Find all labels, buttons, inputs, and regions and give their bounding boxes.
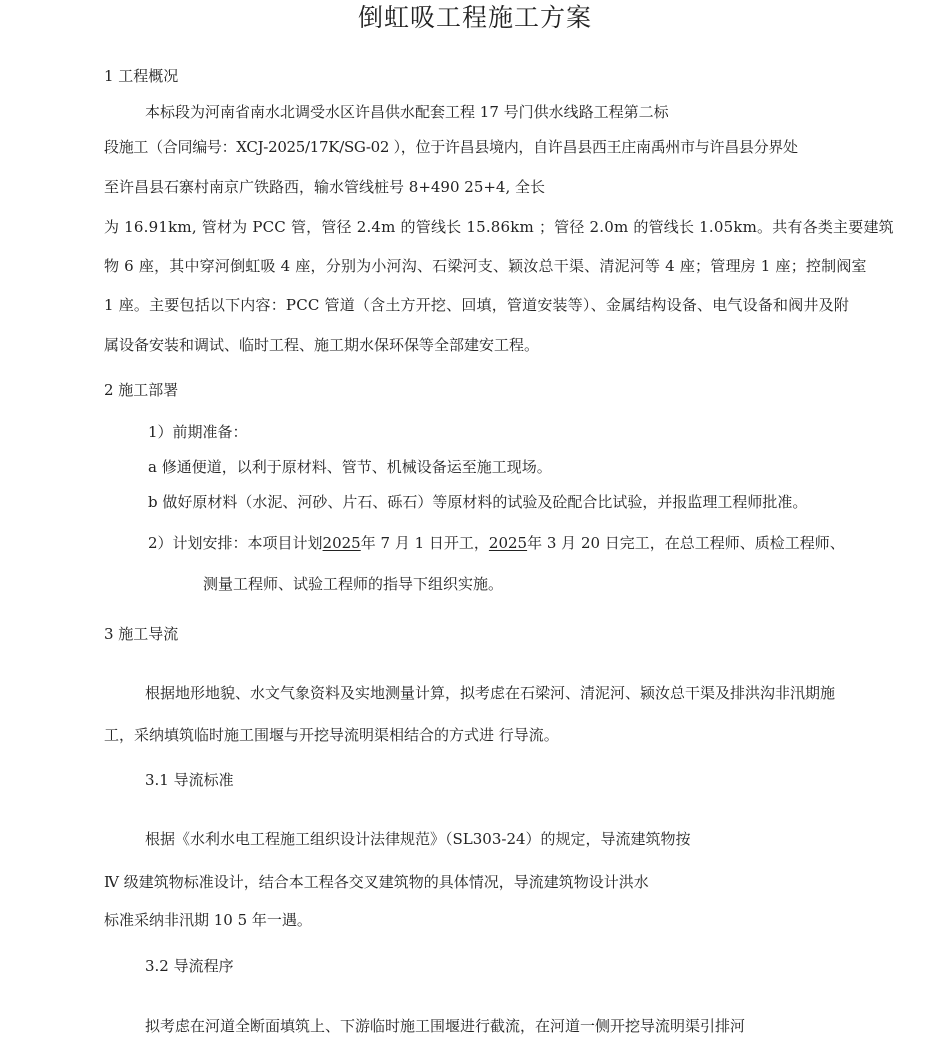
- schedule-line-1: [148, 533, 845, 553]
- schedule-prefix: 2）计划安排：本项目计划: [148, 534, 323, 552]
- section-1-line-7: 属设备安装和调试、临时工程、施工期水保环保等全部建安工程。: [104, 336, 540, 354]
- section-1-heading: 1 工程概况: [104, 67, 179, 85]
- section-1-line-1: 本标段为河南省南水北调受水区许昌供水配套工程 17 号门供水线路工程第二标: [145, 103, 669, 121]
- subsection-3-1-line-1: 根据《水利水电工程施工组织设计法律规范》（SL303-24）的规定，导流建筑物按: [145, 830, 691, 848]
- section-1-line-3: 至许昌县石寨村南京广铁路西，输水管线桩号 8+490 25+4, 全长: [104, 178, 546, 196]
- schedule-mid: 年 7 月 1 日开工，: [360, 534, 489, 552]
- prep-title: 1）前期准备：: [148, 423, 248, 441]
- schedule-end-year: 2025: [488, 534, 528, 552]
- schedule-start-year: 2025: [322, 534, 361, 552]
- schedule-suffix: 年 3 月 20 日完工，在总工程师、质检工程师、: [527, 534, 845, 552]
- subsection-3-1-heading: 3.1 导流标准: [145, 771, 234, 789]
- section-2-heading: 2 施工部署: [104, 381, 179, 399]
- section-1-line-5: 物 6 座，其中穿河倒虹吸 4 座，分别为小河沟、石梁河支、颖汝总干渠、清泥河等 4 座；管理房 1 座；控制阀室: [104, 257, 867, 275]
- section-3-para-line-1: 根据地形地貌、水文气象资料及实地测量计算，拟考虑在石梁河、清泥河、颍汝总干渠及排洪沟非汛期施: [145, 684, 836, 702]
- prep-item-a: a 修通便道，以利于原材料、管节、机械设备运至施工现场。: [148, 458, 552, 476]
- document-title: 倒虹吸工程施工方案: [357, 3, 592, 32]
- section-1-line-2: 段施工（合同编号：XCJ-2025/17K/SG-02 ），位于许昌县境内，自许昌县西王庄南禹州市与许昌县分界处: [104, 138, 798, 156]
- schedule-line-2: 测量工程师、试验工程师的指导下组织实施。: [203, 575, 504, 593]
- subsection-3-2-line-1: 拟考虑在河道全断面填筑上、下游临时施工围堰进行截流，在河道一侧开挖导流明渠引排河: [145, 1017, 746, 1035]
- section-1-line-6: 1 座。主要包括以下内容：PCC 管道（含土方开挖、回填，管道安装等）、金属结构设备、电气设备和阀井及附: [104, 296, 850, 314]
- subsection-3-1-line-3: 标准采纳非汛期 10 5 年一遇。: [104, 911, 312, 929]
- subsection-3-2-heading: 3.2 导流程序: [145, 957, 234, 975]
- prep-item-b: b 做好原材料（水泥、河砂、片石、砾石）等原材料的试验及砼配合比试验，并报监理工程师批准。: [148, 493, 808, 511]
- section-3-heading: 3 施工导流: [104, 625, 179, 643]
- section-1-line-4: 为 16.91km, 管材为 PCC 管，管径 2.4m 的管线长 15.86km ；管径 2.0m 的管线长 1.05km。共有各类主要建筑: [104, 218, 894, 236]
- subsection-3-1-line-2: Ⅳ 级建筑物标准设计，结合本工程各交叉建筑物的具体情况，导流建筑物设计洪水: [104, 873, 649, 891]
- section-3-para-line-2: 工，采纳填筑临时施工围堰与开挖导流明渠相结合的方式进 行导流。: [104, 726, 559, 744]
